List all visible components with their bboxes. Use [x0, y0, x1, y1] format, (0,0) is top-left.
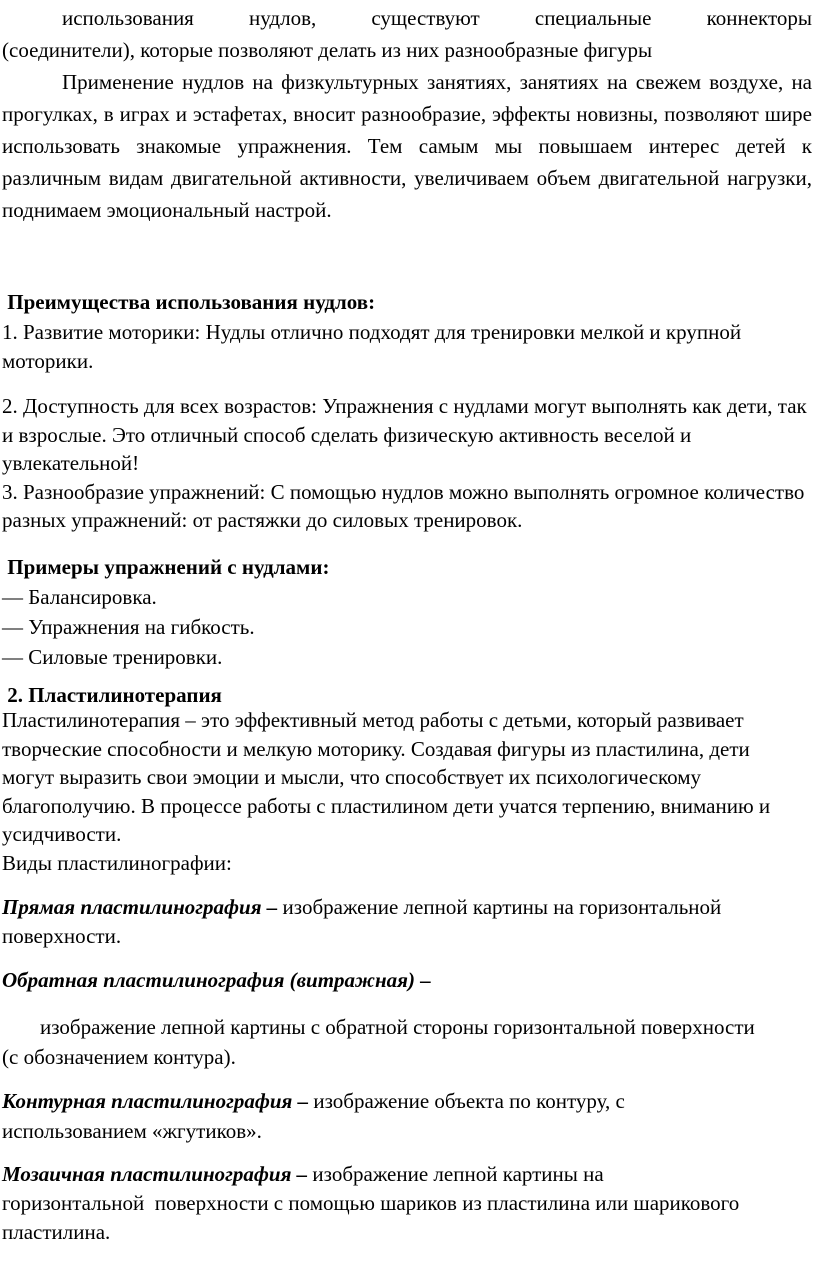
- advantage-item-1: 1. Развитие моторики: Нудлы отлично подходят для тренировки мелкой и крупной моторики.: [2, 320, 742, 373]
- kind-direct-term: Прямая пластилинография –: [2, 895, 278, 919]
- intro-word: нудлов,: [249, 6, 317, 30]
- examples-list: [2, 582, 812, 672]
- list-item: — Упражнения на гибкость.: [2, 615, 255, 639]
- advantage-item-2-text: 2. Доступность для всех возрастов: Упражнения с нудлами могут выполнять как дети, так и взрослые. Это отличный способ сделать физическую активность веселой и увлекательной!: [2, 394, 807, 475]
- intro-line-2: (соединители), которые позволяют делать из них разнообразные фигуры: [2, 38, 653, 62]
- kind-direct: [2, 893, 727, 951]
- kind-contour-term: Контурная пластилинография –: [2, 1089, 309, 1113]
- kind-contour: [2, 1086, 762, 1146]
- kind-reverse-term: Обратная пластилинография (витражная) –: [2, 968, 431, 992]
- plasticine-kinds-intro: Виды пластилинографии:: [2, 850, 232, 875]
- intro-paragraph: Применение нудлов на физкультурных занятиях, занятиях на свежем воздухе, на прогулках, в играх и эстафетах, вносит разнообразие, эффекты новизны, позволяют шире использовать знакомые упражнения. Тем самым мы повышаем интерес детей к различным видам двигательной активности, увеличиваем объем двигательной нагрузки, поднимаем эмоциональный настрой.: [2, 70, 812, 222]
- plasticine-body-text: Пластилинотерапия – это эффективный метод работы с детьми, который развивает творческие способности и мелкую моторику. Создавая фигуры из пластилина, дети могут выразить свои эмоции и мысли, что способствует их психологическому благополучию. В процессе работы с пластилином дети учатся терпению, вниманию и усидчивости.: [2, 708, 771, 846]
- kind-mosaic-term: Мозаичная пластилинография –: [2, 1162, 308, 1186]
- advantages-heading: Преимущества использования нудлов:: [2, 290, 376, 314]
- kind-mosaic-definition: изображение лепной картины на горизонтальной поверхности с помощью шариков из пластилина или шарикового пластилина.: [2, 1162, 745, 1244]
- intro-line-1: [2, 2, 812, 34]
- intro-continuation: [2, 2, 812, 66]
- intro-word: специальные: [534, 6, 652, 30]
- kind-direct-definition: изображение лепной картины на горизонтальной поверхности.: [2, 895, 727, 948]
- kind-contour-definition: изображение объекта по контуру, с использованием «жгутиков».: [2, 1089, 631, 1143]
- intro-word: существуют: [371, 6, 480, 30]
- intro-word: коннекторы: [706, 6, 812, 30]
- kind-mosaic: [2, 1160, 745, 1247]
- intro-word: использования: [62, 6, 194, 30]
- plasticine-body: [2, 706, 792, 877]
- list-item: — Балансировка.: [2, 585, 157, 609]
- examples-heading: Примеры упражнений с нудлами:: [2, 555, 330, 579]
- kind-reverse-definition: изображение лепной картины с обратной стороны горизонтальной поверхности (с обозначением контура).: [2, 1015, 755, 1069]
- list-item: — Силовые тренировки.: [2, 645, 223, 669]
- plasticine-heading: 2. Пластилинотерапия: [2, 683, 222, 707]
- advantage-item-3-text: 3. Разнообразие упражнений: С помощью нудлов можно выполнять огромное количество разных упражнений: от растяжки до силовых тренировок.: [2, 479, 805, 532]
- advantage-item-2: [2, 392, 812, 535]
